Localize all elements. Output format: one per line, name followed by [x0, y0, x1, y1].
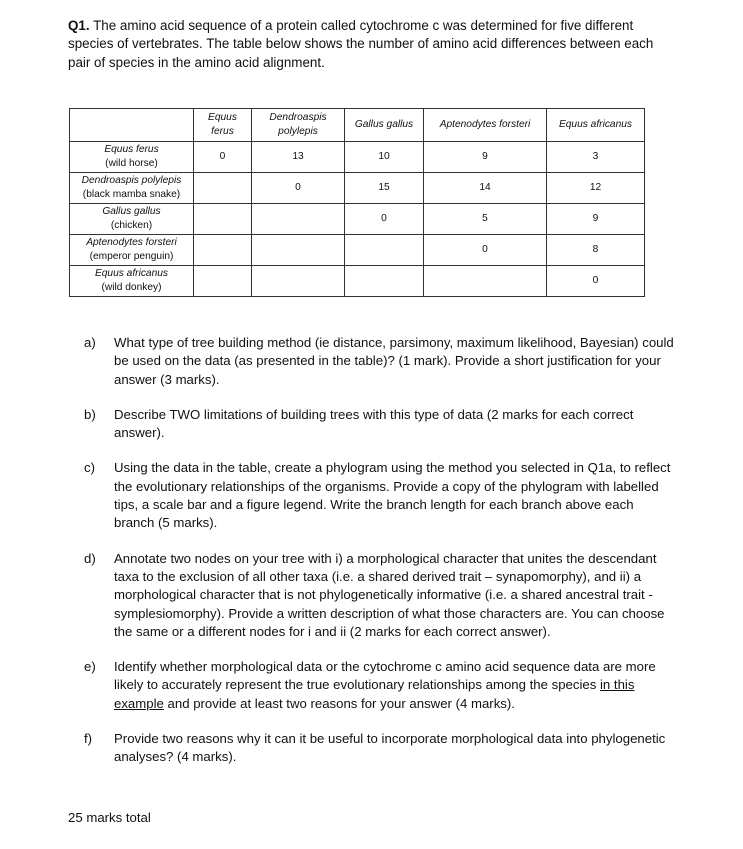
table-cell: 9	[424, 142, 547, 173]
table-row	[70, 173, 645, 204]
distance-matrix-table	[69, 108, 645, 297]
table-cell: 12	[547, 173, 645, 204]
table-cell: 5	[424, 204, 547, 235]
table-cell	[194, 235, 252, 266]
underlined-phrase: in this example	[114, 677, 635, 711]
table-cell: 0	[424, 235, 547, 266]
question-intro-text: The amino acid sequence of a protein called cytochrome c was determined for five different species of vertebrates. The table below shows the number of amino acid differences between each pair of species in the amino acid alignment.	[68, 18, 654, 70]
question-text: Provide two reasons why it can it be useful to incorporate morphological data into phylogenetic analyses? (4 marks).	[114, 731, 666, 765]
question-label: f)	[84, 731, 93, 747]
table-cell: 14	[424, 173, 547, 204]
table-cell	[194, 173, 252, 204]
row-header: Gallus gallus (chicken)	[70, 204, 194, 235]
question-number: Q1.	[68, 18, 90, 33]
table-cell: 0	[547, 266, 645, 297]
table-cell	[424, 266, 547, 297]
question-a	[84, 334, 674, 389]
question-text: Describe TWO limitations of building trees with this type of data (2 marks for each correct answer).	[114, 406, 634, 441]
row-header: Equus africanus (wild donkey)	[70, 266, 194, 297]
table-row	[70, 235, 645, 266]
column-header: Gallus gallus	[345, 109, 424, 142]
question-text: Using the data in the table, create a phylogram using the method you selected in Q1a, to reflect the evolutionary relationships of the organisms. Provide a copy of the phylogram with labelled tips, a scale bar and a figure legend. Write the branch length for each branch above each branch (5 marks).	[114, 460, 671, 531]
question-d	[84, 550, 674, 641]
question-text: Annotate two nodes on your tree with i) a morphological character that unites the descendant taxa to the exclusion of all other taxa (i.e. a shared derived trait – synapomorphy), and ii) a morphological character that is not phylogenetically informative (i.e. a shared ancestral trait - symplesiomorphy). Provide a written description of what those characters are. You can choose the same or a different nodes for i and ii (2 marks for each correct answer).	[114, 550, 665, 639]
corner-cell	[70, 109, 194, 142]
question-label: a)	[84, 335, 96, 350]
table-cell: 3	[547, 142, 645, 173]
table-cell: 0	[252, 173, 345, 204]
table-cell	[252, 266, 345, 297]
table-cell: 9	[547, 204, 645, 235]
column-header: Equus africanus	[547, 109, 645, 142]
table-row	[70, 142, 645, 173]
table-cell	[345, 235, 424, 266]
table-cell: 0	[194, 142, 252, 173]
table-cell	[252, 204, 345, 235]
question-e	[84, 658, 674, 713]
question-label: c)	[84, 460, 95, 476]
table-cell	[345, 266, 424, 297]
question-f	[84, 730, 674, 767]
table-header-row	[70, 109, 645, 142]
question-b	[84, 406, 674, 443]
column-header: Equus ferus	[194, 109, 252, 142]
row-header: Dendroaspis polylepis (black mamba snake)	[70, 173, 194, 204]
table-cell: 13	[252, 142, 345, 173]
row-header: Aptenodytes forsteri (emperor penguin)	[70, 235, 194, 266]
table-cell	[194, 266, 252, 297]
table-cell: 0	[345, 204, 424, 235]
question-label: b)	[84, 406, 96, 422]
table-cell: 8	[547, 235, 645, 266]
table-cell	[194, 204, 252, 235]
table-cell	[252, 235, 345, 266]
table-cell: 15	[345, 173, 424, 204]
question-text: What type of tree building method (ie distance, parsimony, maximum likelihood, Bayesian) could be used on the data (as presented in the table)? (1 mark). Provide a short justification for your answer (3 marks).	[114, 335, 674, 387]
table-row	[70, 204, 645, 235]
question-intro	[68, 17, 678, 72]
question-label: e)	[84, 659, 96, 675]
question-text: Identify whether morphological data or the cytochrome c amino acid sequence data are more likely to accurately represent the true evolutionary relationships among the species in this example and provide at least two reasons for your answer (4 marks).	[114, 659, 656, 711]
marks-total: 25 marks total	[68, 810, 151, 825]
question-label: d)	[84, 550, 96, 566]
table-row	[70, 266, 645, 297]
question-c	[84, 459, 674, 532]
table-cell: 10	[345, 142, 424, 173]
column-header: Dendroaspis polylepis	[252, 109, 345, 142]
sub-questions	[84, 334, 674, 767]
column-header: Aptenodytes forsteri	[424, 109, 547, 142]
row-header: Equus ferus (wild horse)	[70, 142, 194, 173]
